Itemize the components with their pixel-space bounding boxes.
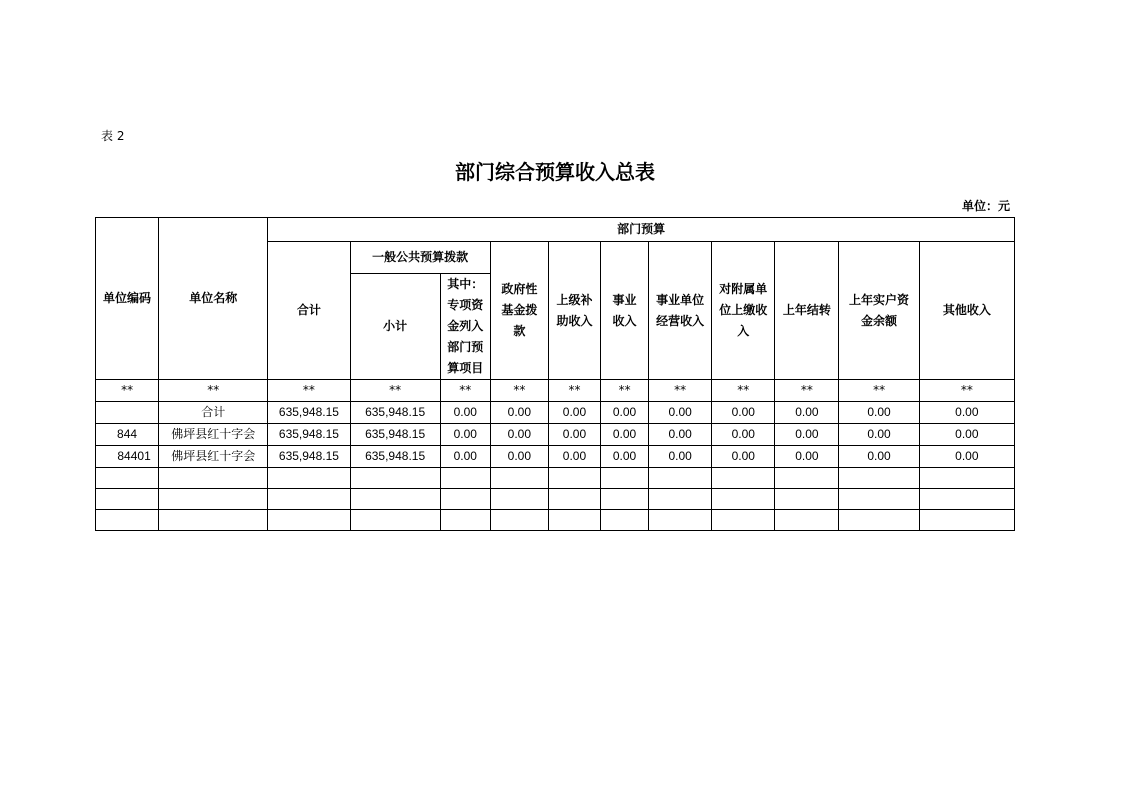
value-cell: 635,948.15 [350,424,440,446]
marker-cell: ** [350,380,440,402]
value-cell: 0.00 [649,402,712,424]
header-dept-budget: 部门预算 [268,218,1015,242]
value-cell: 0.00 [548,446,600,468]
empty-cell [490,489,548,510]
header-special-funds: 其中： 专项资 金列入 部门预 算项目 [440,274,490,380]
empty-cell [649,489,712,510]
header-gov-fund: 政府性 基金拨 款 [490,242,548,380]
marker-cell: ** [839,380,919,402]
empty-cell [839,489,919,510]
marker-cell: ** [548,380,600,402]
value-cell: 0.00 [548,402,600,424]
value-cell: 0.00 [919,446,1014,468]
empty-cell [649,510,712,531]
empty-cell [96,489,159,510]
header-cause-income: 事业 收入 [601,242,649,380]
value-cell: 0.00 [490,424,548,446]
header-superior-subsidy: 上级补 助收入 [548,242,600,380]
empty-cell [159,510,268,531]
table-row [96,446,1015,468]
empty-cell [548,510,600,531]
empty-cell [350,468,440,489]
header-general-budget: 一般公共预算拨款 [350,242,490,274]
empty-cell [548,468,600,489]
value-cell: 0.00 [649,424,712,446]
empty-cell [712,510,775,531]
header-operating-income: 事业单位 经营收入 [649,242,712,380]
value-cell: 0.00 [839,424,919,446]
value-cell: 0.00 [548,424,600,446]
marker-cell: ** [96,380,159,402]
value-cell: 0.00 [712,402,775,424]
header-affiliated-income: 对附属单 位上缴收 入 [712,242,775,380]
empty-cell [601,510,649,531]
table-row [96,402,1015,424]
value-cell: 0.00 [440,402,490,424]
value-cell: 0.00 [440,424,490,446]
empty-cell [649,468,712,489]
empty-cell [919,489,1014,510]
empty-cell [775,489,839,510]
empty-row [96,468,1015,489]
value-cell: 635,948.15 [268,402,350,424]
empty-cell [268,468,350,489]
header-carryover: 上年结转 [775,242,839,380]
header-unit-code: 单位编码 [96,218,159,380]
empty-cell [440,468,490,489]
unit-name-cell: 佛坪县红十字会 [159,424,268,446]
value-cell: 0.00 [440,446,490,468]
header-unit-name: 单位名称 [159,218,268,380]
marker-cell: ** [490,380,548,402]
value-cell: 0.00 [919,402,1014,424]
table-row [96,424,1015,446]
value-cell: 0.00 [490,402,548,424]
value-cell: 0.00 [490,446,548,468]
value-cell: 0.00 [839,446,919,468]
marker-cell: ** [649,380,712,402]
value-cell: 0.00 [601,424,649,446]
unit-name-cell: 合计 [159,402,268,424]
marker-cell: ** [775,380,839,402]
marker-cell: ** [601,380,649,402]
marker-cell: ** [712,380,775,402]
empty-cell [919,468,1014,489]
value-cell: 0.00 [919,424,1014,446]
empty-cell [919,510,1014,531]
value-cell: 635,948.15 [268,446,350,468]
header-total: 合计 [268,242,350,380]
unit-code-cell [96,402,159,424]
value-cell: 635,948.15 [268,424,350,446]
header-account-balance: 上年实户资 金余额 [839,242,919,380]
marker-cell: ** [440,380,490,402]
empty-cell [96,510,159,531]
empty-cell [350,510,440,531]
value-cell: 0.00 [649,446,712,468]
unit-code-cell: 84401 [96,446,159,468]
marker-row [96,380,1015,402]
empty-cell [775,510,839,531]
unit-name-cell: 佛坪县红十字会 [159,446,268,468]
empty-row [96,510,1015,531]
empty-cell [159,468,268,489]
empty-cell [268,489,350,510]
value-cell: 0.00 [775,402,839,424]
marker-cell: ** [268,380,350,402]
empty-cell [601,468,649,489]
empty-cell [839,510,919,531]
value-cell: 0.00 [712,446,775,468]
empty-cell [490,510,548,531]
marker-cell: ** [159,380,268,402]
value-cell: 0.00 [775,446,839,468]
empty-cell [440,489,490,510]
value-cell: 0.00 [712,424,775,446]
value-cell: 0.00 [839,402,919,424]
table-label: 表 2 [101,129,125,143]
page-title: 部门综合预算收入总表 [455,160,655,184]
unit-label: 单位：元 [961,199,1010,213]
empty-cell [268,510,350,531]
empty-cell [440,510,490,531]
empty-cell [159,489,268,510]
empty-cell [712,468,775,489]
empty-cell [712,489,775,510]
empty-cell [490,468,548,489]
empty-cell [775,468,839,489]
empty-cell [96,468,159,489]
empty-cell [601,489,649,510]
empty-row [96,489,1015,510]
unit-code-cell: 844 [96,424,159,446]
value-cell: 635,948.15 [350,402,440,424]
empty-cell [839,468,919,489]
header-subtotal: 小计 [350,274,440,380]
value-cell: 0.00 [775,424,839,446]
value-cell: 635,948.15 [350,446,440,468]
value-cell: 0.00 [601,402,649,424]
budget-table [95,217,1015,531]
empty-cell [548,489,600,510]
marker-cell: ** [919,380,1014,402]
empty-cell [350,489,440,510]
value-cell: 0.00 [601,446,649,468]
header-other-income: 其他收入 [919,242,1014,380]
